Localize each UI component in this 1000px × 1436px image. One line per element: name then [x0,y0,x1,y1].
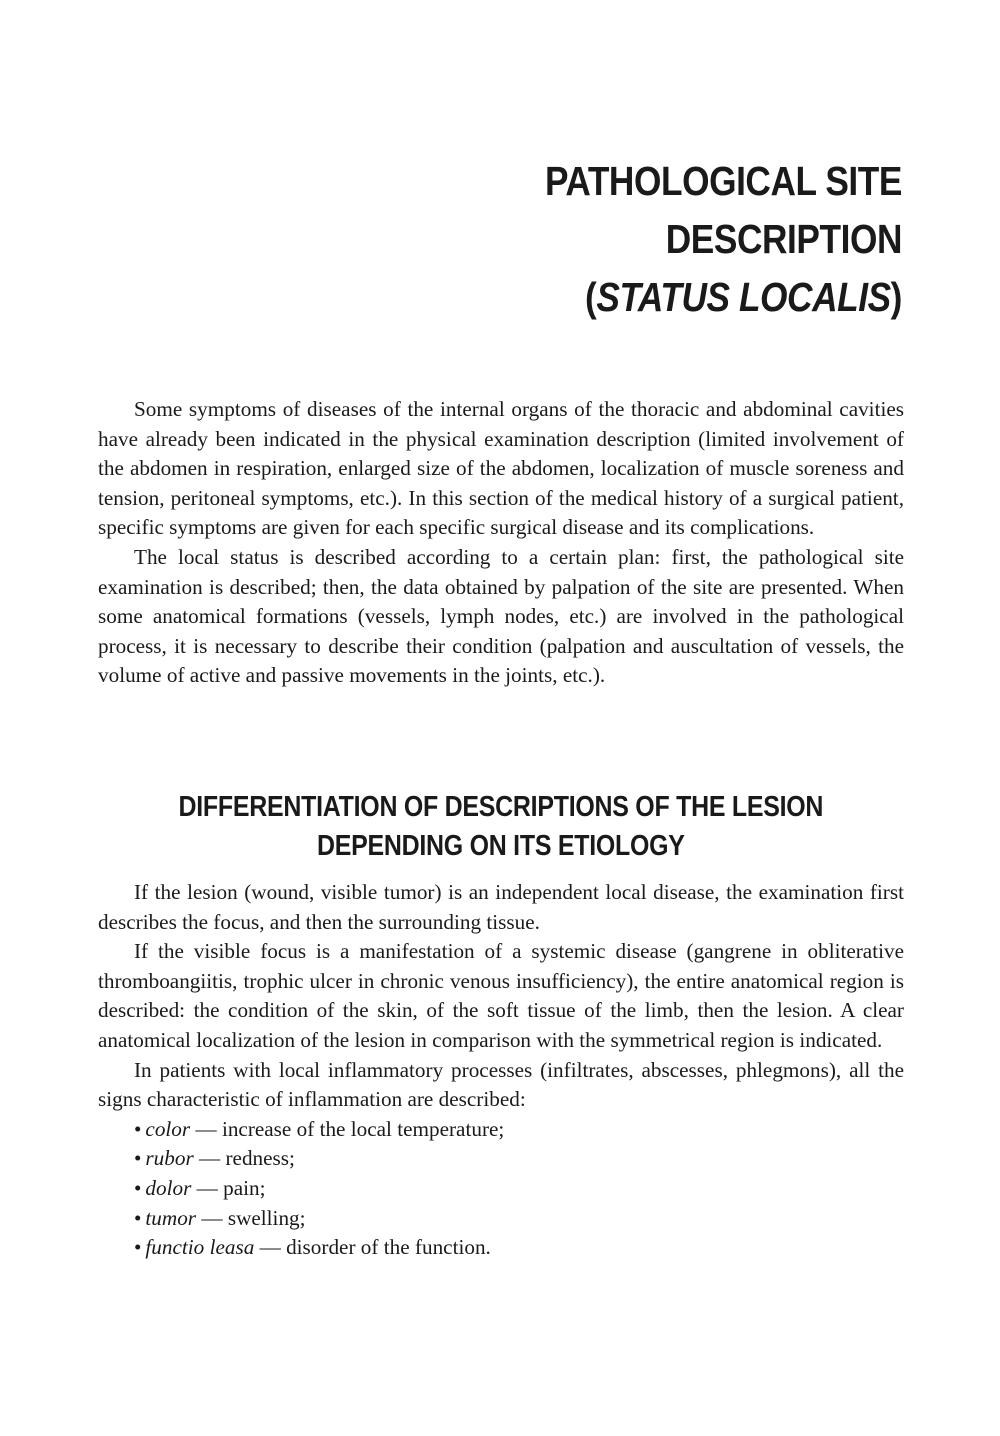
sign-definition: — swelling; [196,1205,306,1230]
section-heading-inner [179,788,824,866]
list-item [134,1174,904,1204]
lesion-paragraph: If the lesion (wound, visible tumor) is an independent local disease, the examination first describes the focus, and then the surrounding tissue. [98,880,904,934]
section-heading-line1: DIFFERENTIATION OF DESCRIPTIONS OF THE LESION [178,791,824,823]
chapter-title-close-paren: ) [890,274,902,320]
chapter-title-latin: STATUS LOCALIS [596,274,891,320]
list-item [134,1144,904,1174]
sign-definition: — disorder of the function. [254,1235,491,1260]
chapter-title [300,152,902,326]
lesion-paragraph: In patients with local inflammatory processes (infiltrates, abscesses, phlegmons), all the signs characteristic of inflammation are described: [98,1057,904,1112]
chapter-title-line1: PATHOLOGICAL SITE DESCRIPTION [544,158,902,262]
section-heading [98,788,904,866]
chapter-title-line2 [300,268,902,326]
sign-definition: — increase of the local temperature; [190,1116,505,1141]
bullet-icon: • [134,1175,142,1200]
list-item [134,1233,904,1263]
list-item [134,1204,904,1234]
intro-paragraph: Some symptoms of diseases of the internal organs of the thoracic and abdominal cavities have already been indicated in the physical examination description (limited involvement of the abdomen in respiration, enlarged size of the abdomen, localization of muscle soreness and tension, peritoneal symptoms, etc.). In this section of the medical history of a surgical patient, specific symptoms are given for each specific surgical disease and its complications. [98,397,904,540]
sign-term: rubor [145,1146,194,1171]
lesion-text-block [98,878,904,1263]
section-heading-line2: DEPENDING ON ITS ETIOLOGY [317,830,685,862]
lesion-paragraph: If the visible focus is a manifestation of a systemic disease (gangrene in obliterative thromboangiitis, trophic ulcer in chronic venous insufficiency), the entire anatomical region is described: the condition of the skin, of the soft tissue of the limb, then the lesion. A clear anatomical localization of the lesion in comparison with the symmetrical region is indicated. [98,939,904,1052]
bullet-icon: • [134,1116,142,1141]
list-item [134,1115,904,1145]
sign-term: color [145,1116,191,1141]
sign-definition: — redness; [193,1146,295,1171]
bullet-icon: • [134,1146,142,1171]
intro-text-block [98,395,904,691]
intro-paragraph: The local status is described according to a certain plan: first, the pathological site examination is described; then, the data obtained by palpation of the site are presented. When some anatomical formations (vessels, lymph nodes, etc.) are involved in the pathological process, it is necessary to describe their condition (palpation and auscultation of vessels, the volume of active and passive movements in the joints, etc.). [98,544,904,688]
bullet-icon: • [134,1205,142,1230]
sign-term: dolor [145,1175,192,1200]
inflammation-signs-list [98,1115,904,1263]
bullet-icon: • [134,1235,142,1260]
sign-term: tumor [145,1205,197,1230]
sign-definition: — pain; [191,1175,266,1200]
sign-term: functio leasa [145,1235,255,1260]
chapter-title-open-paren: ( [585,274,597,320]
